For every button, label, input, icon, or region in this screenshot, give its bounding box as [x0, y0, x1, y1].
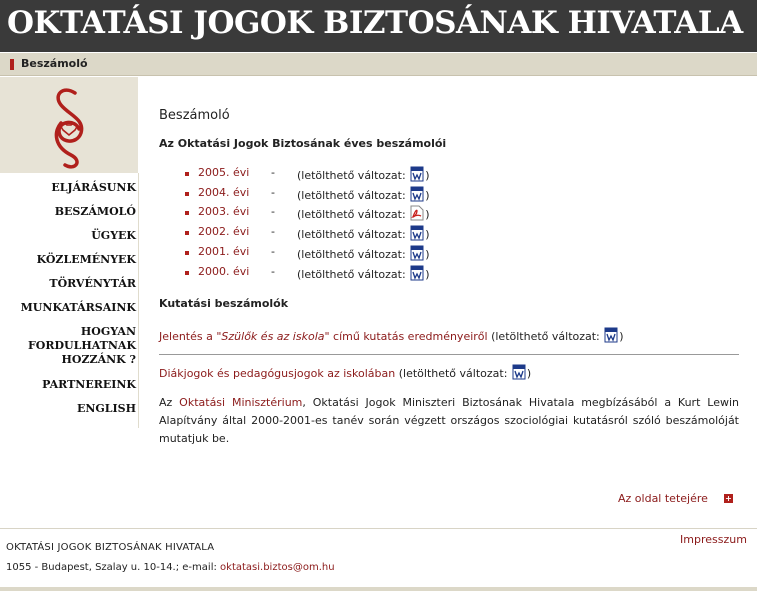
word-doc-icon[interactable] — [410, 265, 424, 281]
download-text: (letölthető változat: — [297, 248, 406, 261]
bullet — [185, 211, 189, 215]
download-text: (letölthető változat: — [297, 208, 406, 221]
close-paren: ) — [425, 208, 430, 221]
sidebar-item-english[interactable]: ENGLISH — [76, 402, 136, 415]
sidebar-item-beszamolo[interactable]: BESZÁMOLÓ — [54, 205, 136, 218]
word-doc-icon[interactable] — [410, 245, 424, 261]
bullet — [185, 192, 189, 196]
bullet — [185, 172, 189, 176]
word-doc-icon[interactable] — [512, 364, 526, 380]
report-link-2002[interactable]: 2002. évi — [198, 225, 250, 238]
sidebar-nav — [0, 177, 138, 416]
report-link-2000[interactable]: 2000. évi — [198, 265, 250, 278]
download-label — [297, 186, 430, 202]
sidebar-item-torvenytar[interactable]: TÖRVÉNYTÁR — [49, 277, 136, 290]
download-label — [297, 166, 430, 182]
bullet — [185, 271, 189, 275]
back-to-top-link[interactable]: Az oldal tetejére — [618, 492, 708, 505]
download-text: (letölthető változat: — [297, 228, 406, 241]
download-label — [297, 265, 430, 281]
separator: - — [271, 205, 275, 218]
footer-address — [6, 562, 335, 573]
research-report-2 — [159, 364, 531, 380]
download-text: (letölthető változat: — [297, 189, 406, 202]
close-paren: ) — [526, 367, 532, 380]
word-doc-icon[interactable] — [410, 225, 424, 241]
report-link-2001[interactable]: 2001. évi — [198, 245, 250, 258]
word-doc-icon[interactable] — [410, 166, 424, 182]
separator: - — [271, 225, 275, 238]
close-paren: ) — [425, 169, 430, 182]
download-text: (letölthető változat: — [297, 169, 406, 182]
sidebar-item-partnereink[interactable]: PARTNEREINK — [42, 378, 136, 391]
impresszum-link[interactable]: Impresszum — [680, 533, 747, 546]
download-text: (letölthető változat: — [297, 268, 406, 281]
sidebar-item-eljarasunk[interactable]: ELJÁRÁSUNK — [51, 181, 136, 194]
annual-reports-heading: Az Oktatási Jogok Biztosának éves beszámolói — [159, 137, 447, 150]
download-text: (letölthető változat: — [487, 330, 604, 343]
sidebar-item-munkatarsaink[interactable]: MUNKATÁRSAINK — [20, 301, 136, 314]
description-paragraph — [159, 394, 739, 448]
report-link-2005[interactable]: 2005. évi — [198, 166, 250, 179]
footer-org-name: OKTATÁSI JOGOK BIZTOSÁNAK HIVATALA — [6, 542, 215, 553]
separator: - — [271, 265, 275, 278]
bullet — [185, 251, 189, 255]
ministry-link[interactable]: Oktatási Minisztérium — [179, 396, 303, 409]
sidebar-item-fordulhatnak[interactable]: FORDULHATNAK — [27, 339, 136, 352]
research-report-1 — [159, 327, 624, 343]
email-link[interactable]: oktatasi.biztos@om.hu — [220, 562, 335, 573]
research-link-diakjogok[interactable]: Diákjogok és pedagógusjogok az iskolában — [159, 367, 396, 380]
download-label — [297, 205, 430, 221]
close-paren: ) — [425, 189, 430, 202]
para-prefix: Az — [159, 396, 180, 409]
sidebar-item-hogyan[interactable]: HOGYAN — [80, 325, 136, 338]
separator: - — [271, 186, 275, 199]
research-link-szulok[interactable] — [159, 330, 488, 343]
separator: - — [271, 245, 275, 258]
word-doc-icon[interactable] — [604, 327, 618, 343]
research1-prefix: Jelentés a " — [159, 330, 222, 343]
page-title: Beszámoló — [159, 108, 230, 123]
sidebar-item-kozlemenyek[interactable]: KÖZLEMÉNYEK — [36, 253, 136, 266]
pdf-doc-icon[interactable] — [410, 205, 424, 221]
footer-divider — [0, 528, 757, 529]
bullet — [185, 231, 189, 235]
close-paren: ) — [425, 268, 430, 281]
back-to-top-icon[interactable]: + — [725, 494, 732, 503]
sidebar-divider — [138, 173, 139, 428]
breadcrumb-label: Beszámoló — [21, 57, 88, 70]
paragraph-heart-logo-icon — [45, 85, 91, 171]
download-label — [297, 245, 430, 261]
sidebar-item-hozzank[interactable]: HOZZÁNK ? — [61, 353, 136, 366]
site-header — [0, 0, 757, 52]
breadcrumb — [0, 53, 757, 76]
close-paren: ) — [425, 248, 430, 261]
divider — [159, 354, 739, 355]
research-reports-heading: Kutatási beszámolók — [159, 297, 289, 310]
close-paren: ) — [619, 330, 624, 343]
download-label — [297, 225, 430, 241]
site-title: OKTATÁSI JOGOK BIZTOSÁNAK HIVATALA — [7, 5, 743, 41]
para-text: , Oktatási Jogok Miniszteri Biztosának Hivatala megbízásából a Kurt Lewin Alapítvány által 2000-2001-es tanév során végzett országos szociológiai kutatásról szóló beszámolóját mutatjuk be. — [159, 396, 739, 445]
logo-panel — [0, 77, 138, 173]
separator: - — [271, 166, 275, 179]
report-link-2004[interactable]: 2004. évi — [198, 186, 250, 199]
address-text: 1055 - Budapest, Szalay u. 10-14.; e-mail: — [6, 562, 221, 573]
report-link-2003[interactable]: 2003. évi — [198, 205, 250, 218]
download-text: (letölthető változat: — [395, 367, 511, 380]
breadcrumb-marker — [10, 59, 14, 70]
word-doc-icon[interactable] — [410, 186, 424, 202]
bottom-bar — [0, 587, 757, 591]
sidebar-item-ugyek[interactable]: ÜGYEK — [91, 229, 136, 242]
research1-suffix: " című kutatás eredményeiről — [324, 330, 488, 343]
research1-title: Szülők és az iskola — [221, 330, 325, 343]
close-paren: ) — [425, 228, 430, 241]
